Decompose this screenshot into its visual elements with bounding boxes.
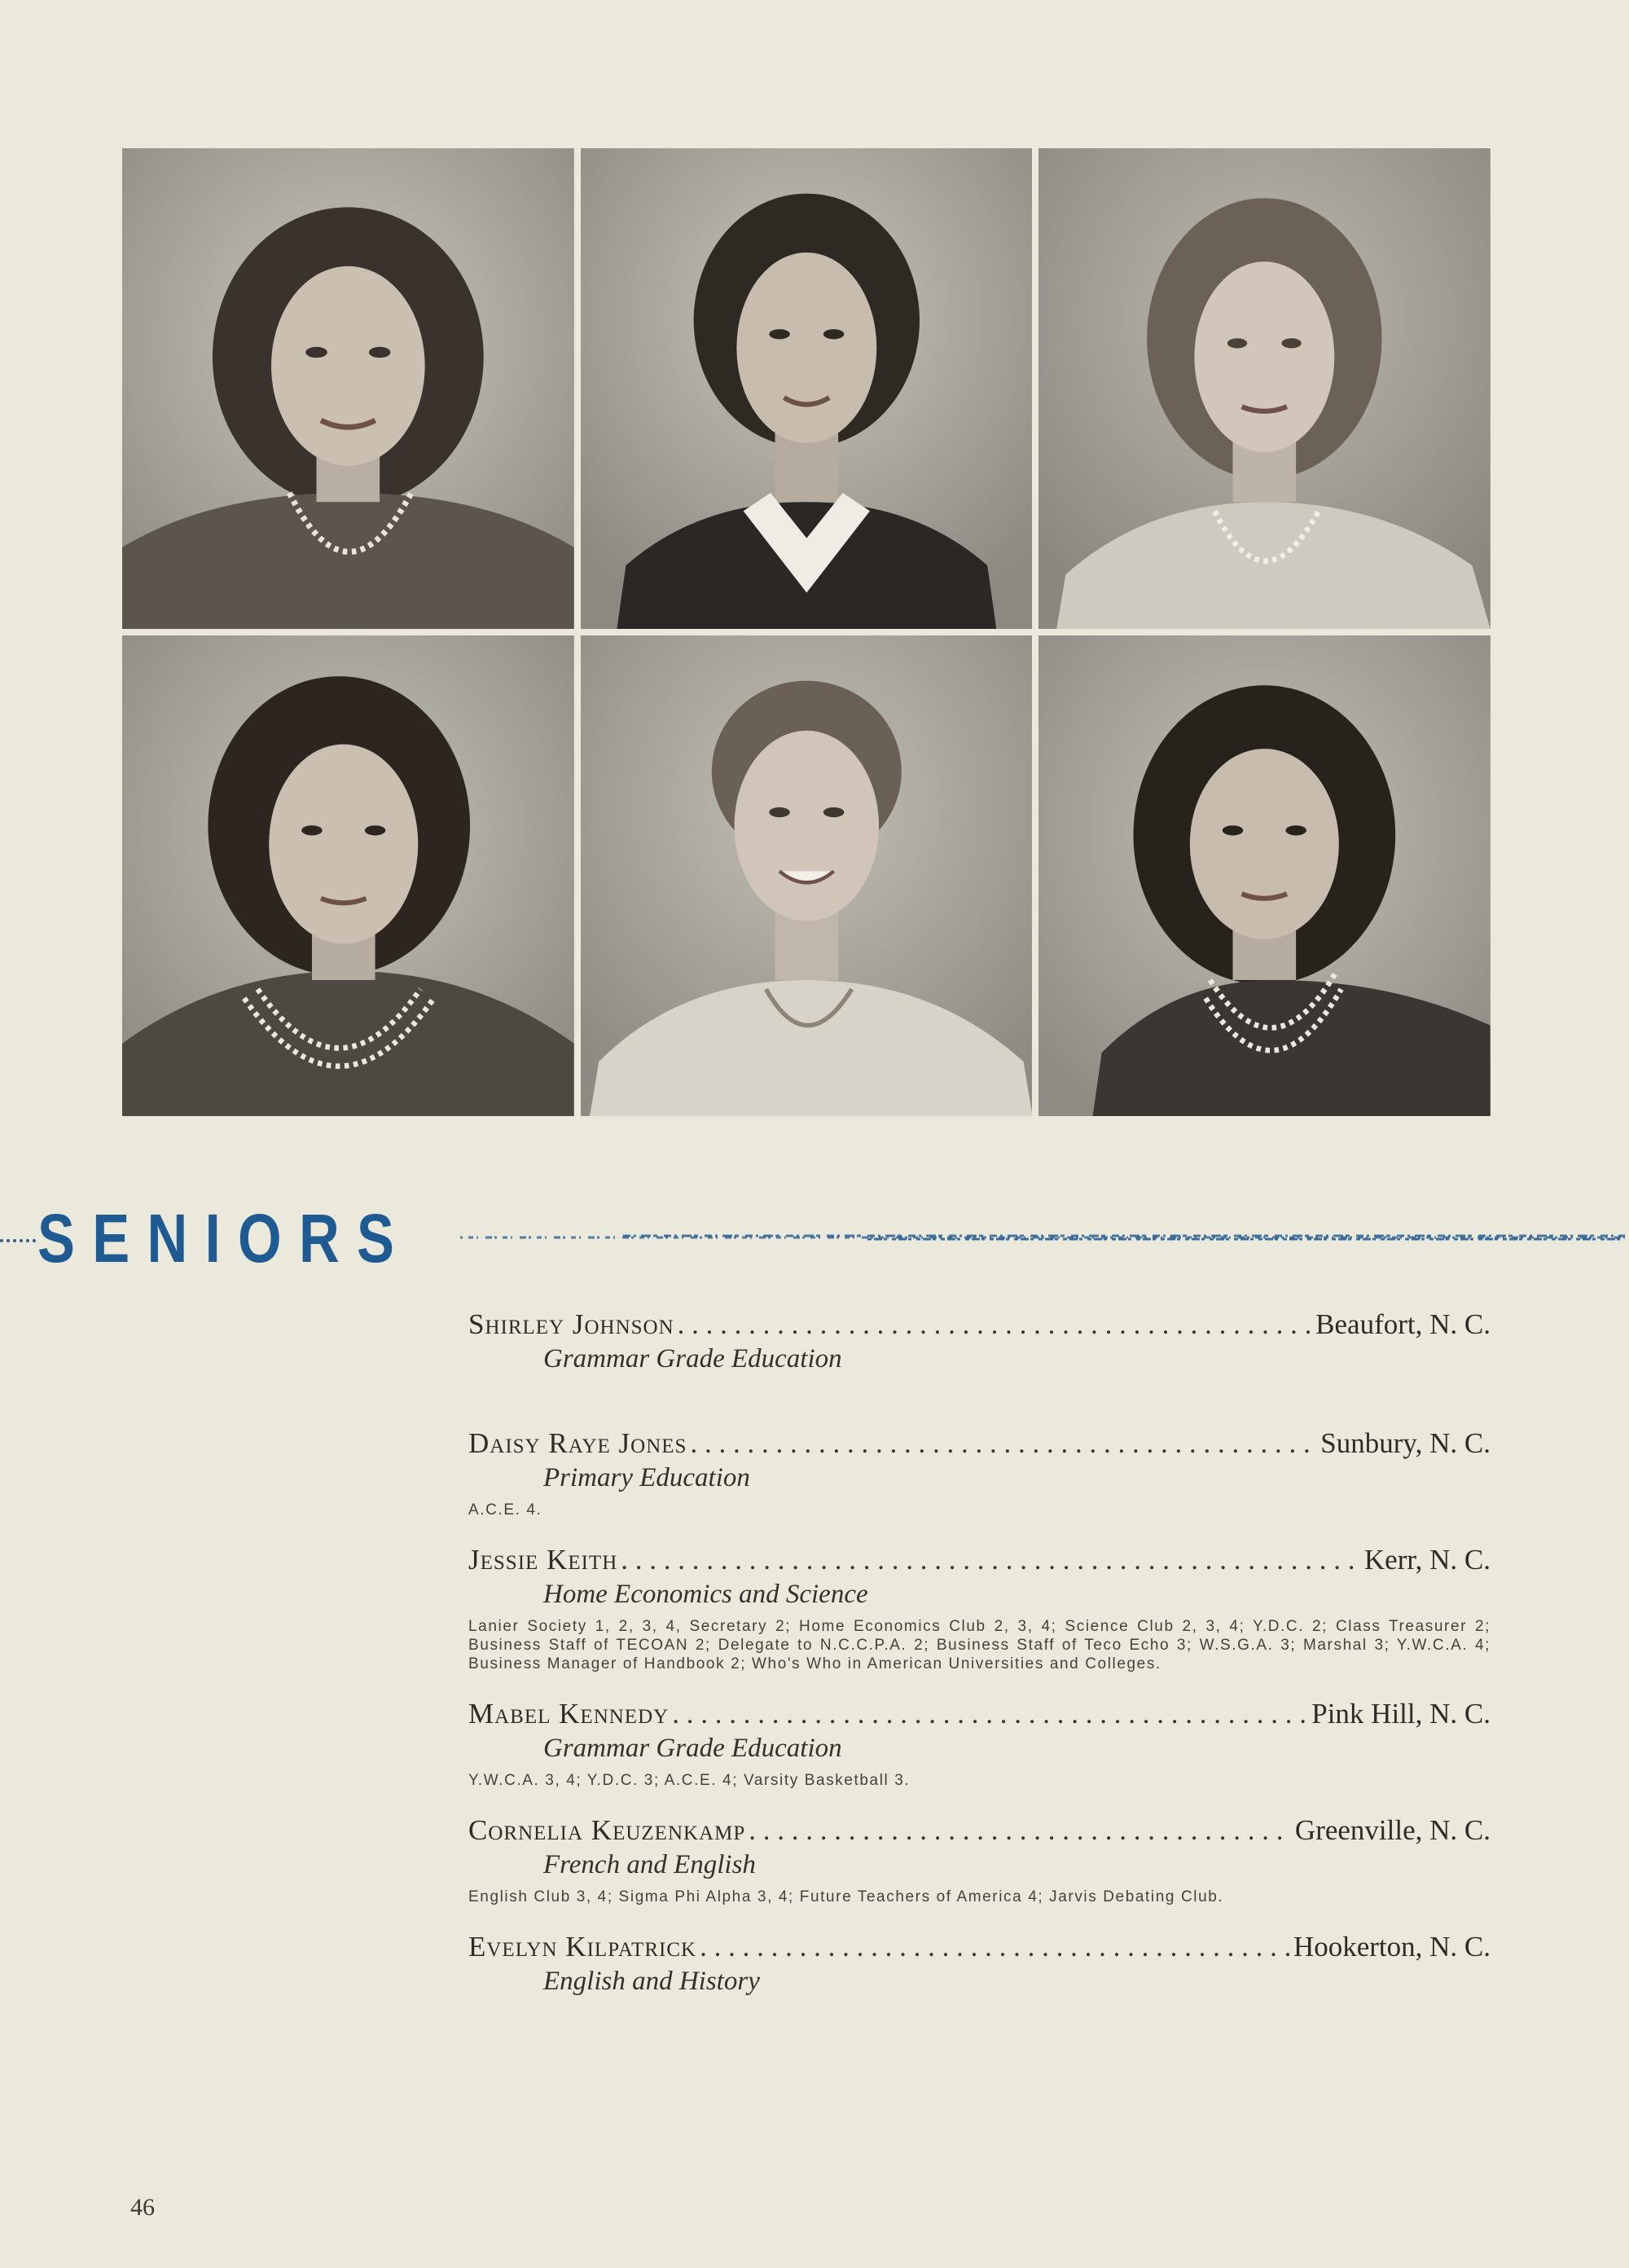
decorative-rule: [460, 1232, 1625, 1243]
student-name: Evelyn Kilpatrick: [468, 1931, 697, 1963]
page-number: 46: [130, 2194, 155, 2221]
student-major: English and History: [543, 1967, 760, 1996]
dot-leader: [678, 1307, 1313, 1343]
student-name: Mabel Kennedy: [468, 1698, 670, 1730]
student-hometown: Kerr, N. C.: [1363, 1544, 1491, 1576]
student-activities: A.C.E. 4.: [468, 1501, 542, 1519]
student-hometown: Beaufort, N. C.: [1315, 1308, 1491, 1340]
student-hometown: Greenville, N. C.: [1294, 1814, 1491, 1846]
senior-entry: [468, 1929, 1491, 1998]
entry-header: [468, 1542, 1491, 1578]
senior-entry: [468, 1813, 1491, 1906]
entry-header: [468, 1307, 1491, 1343]
student-activities: Lanier Society 1, 2, 3, 4, Secretary 2; Home Economics Club 2, 3, 4; Science Club 2, 3, 4; Y.D.C. 2; Class Treasurer 2; Business Staff of TECOAN 2; Delegate to N.C.C.P.A. 2; Business Staff of Teco Echo 3; W.S.G.A. 3; Marshal 3; Y.W.C.A. 4; Business Manager of Handbook 2; Who's Who in American Universities and Colleges.: [468, 1618, 1491, 1672]
dot-leader: [749, 1813, 1292, 1848]
portrait-photo: [1038, 148, 1491, 629]
student-major: French and English: [543, 1850, 756, 1879]
portrait-photo: [1038, 635, 1491, 1116]
portrait-grid: [122, 148, 1491, 1116]
student-major: Home Economics and Science: [543, 1580, 868, 1609]
portrait-photo: [122, 635, 574, 1116]
student-name: Daisy Raye Jones: [468, 1427, 687, 1459]
dot-leader: [672, 1696, 1308, 1732]
student-major: Primary Education: [543, 1463, 750, 1492]
student-hometown: Pink Hill, N. C.: [1311, 1698, 1491, 1730]
student-name: Shirley Johnson: [468, 1308, 674, 1340]
student-hometown: Hookerton, N. C.: [1293, 1931, 1491, 1963]
senior-entry: [468, 1696, 1491, 1790]
entry-header: [468, 1929, 1491, 1965]
dot-leader: [621, 1542, 1361, 1578]
student-name: Jessie Keith: [468, 1544, 618, 1576]
section-heading: [0, 1198, 494, 1279]
senior-entries: [468, 1307, 1491, 1998]
heading-ornament: [0, 1239, 36, 1242]
portrait-photo: [581, 148, 1033, 629]
section-title: SENIORS: [37, 1200, 412, 1277]
student-activities: English Club 3, 4; Sigma Phi Alpha 3, 4; Future Teachers of America 4; Jarvis Debating Club.: [468, 1888, 1224, 1905]
student-activities: Y.W.C.A. 3, 4; Y.D.C. 3; A.C.E. 4; Varsity Basketball 3.: [468, 1772, 911, 1789]
senior-entry: [468, 1542, 1491, 1673]
senior-entry: [468, 1426, 1491, 1519]
entry-header: [468, 1813, 1491, 1848]
student-hometown: Sunbury, N. C.: [1320, 1427, 1491, 1459]
dot-leader: [690, 1426, 1317, 1461]
portrait-photo: [581, 635, 1033, 1116]
senior-entry: [468, 1307, 1491, 1375]
entry-header: [468, 1426, 1491, 1461]
entry-header: [468, 1696, 1491, 1732]
student-major: Grammar Grade Education: [543, 1734, 842, 1763]
student-major: Grammar Grade Education: [543, 1344, 842, 1374]
student-name: Cornelia Keuzenkamp: [468, 1814, 746, 1846]
portrait-photo: [122, 148, 574, 629]
dot-leader: [700, 1929, 1290, 1965]
